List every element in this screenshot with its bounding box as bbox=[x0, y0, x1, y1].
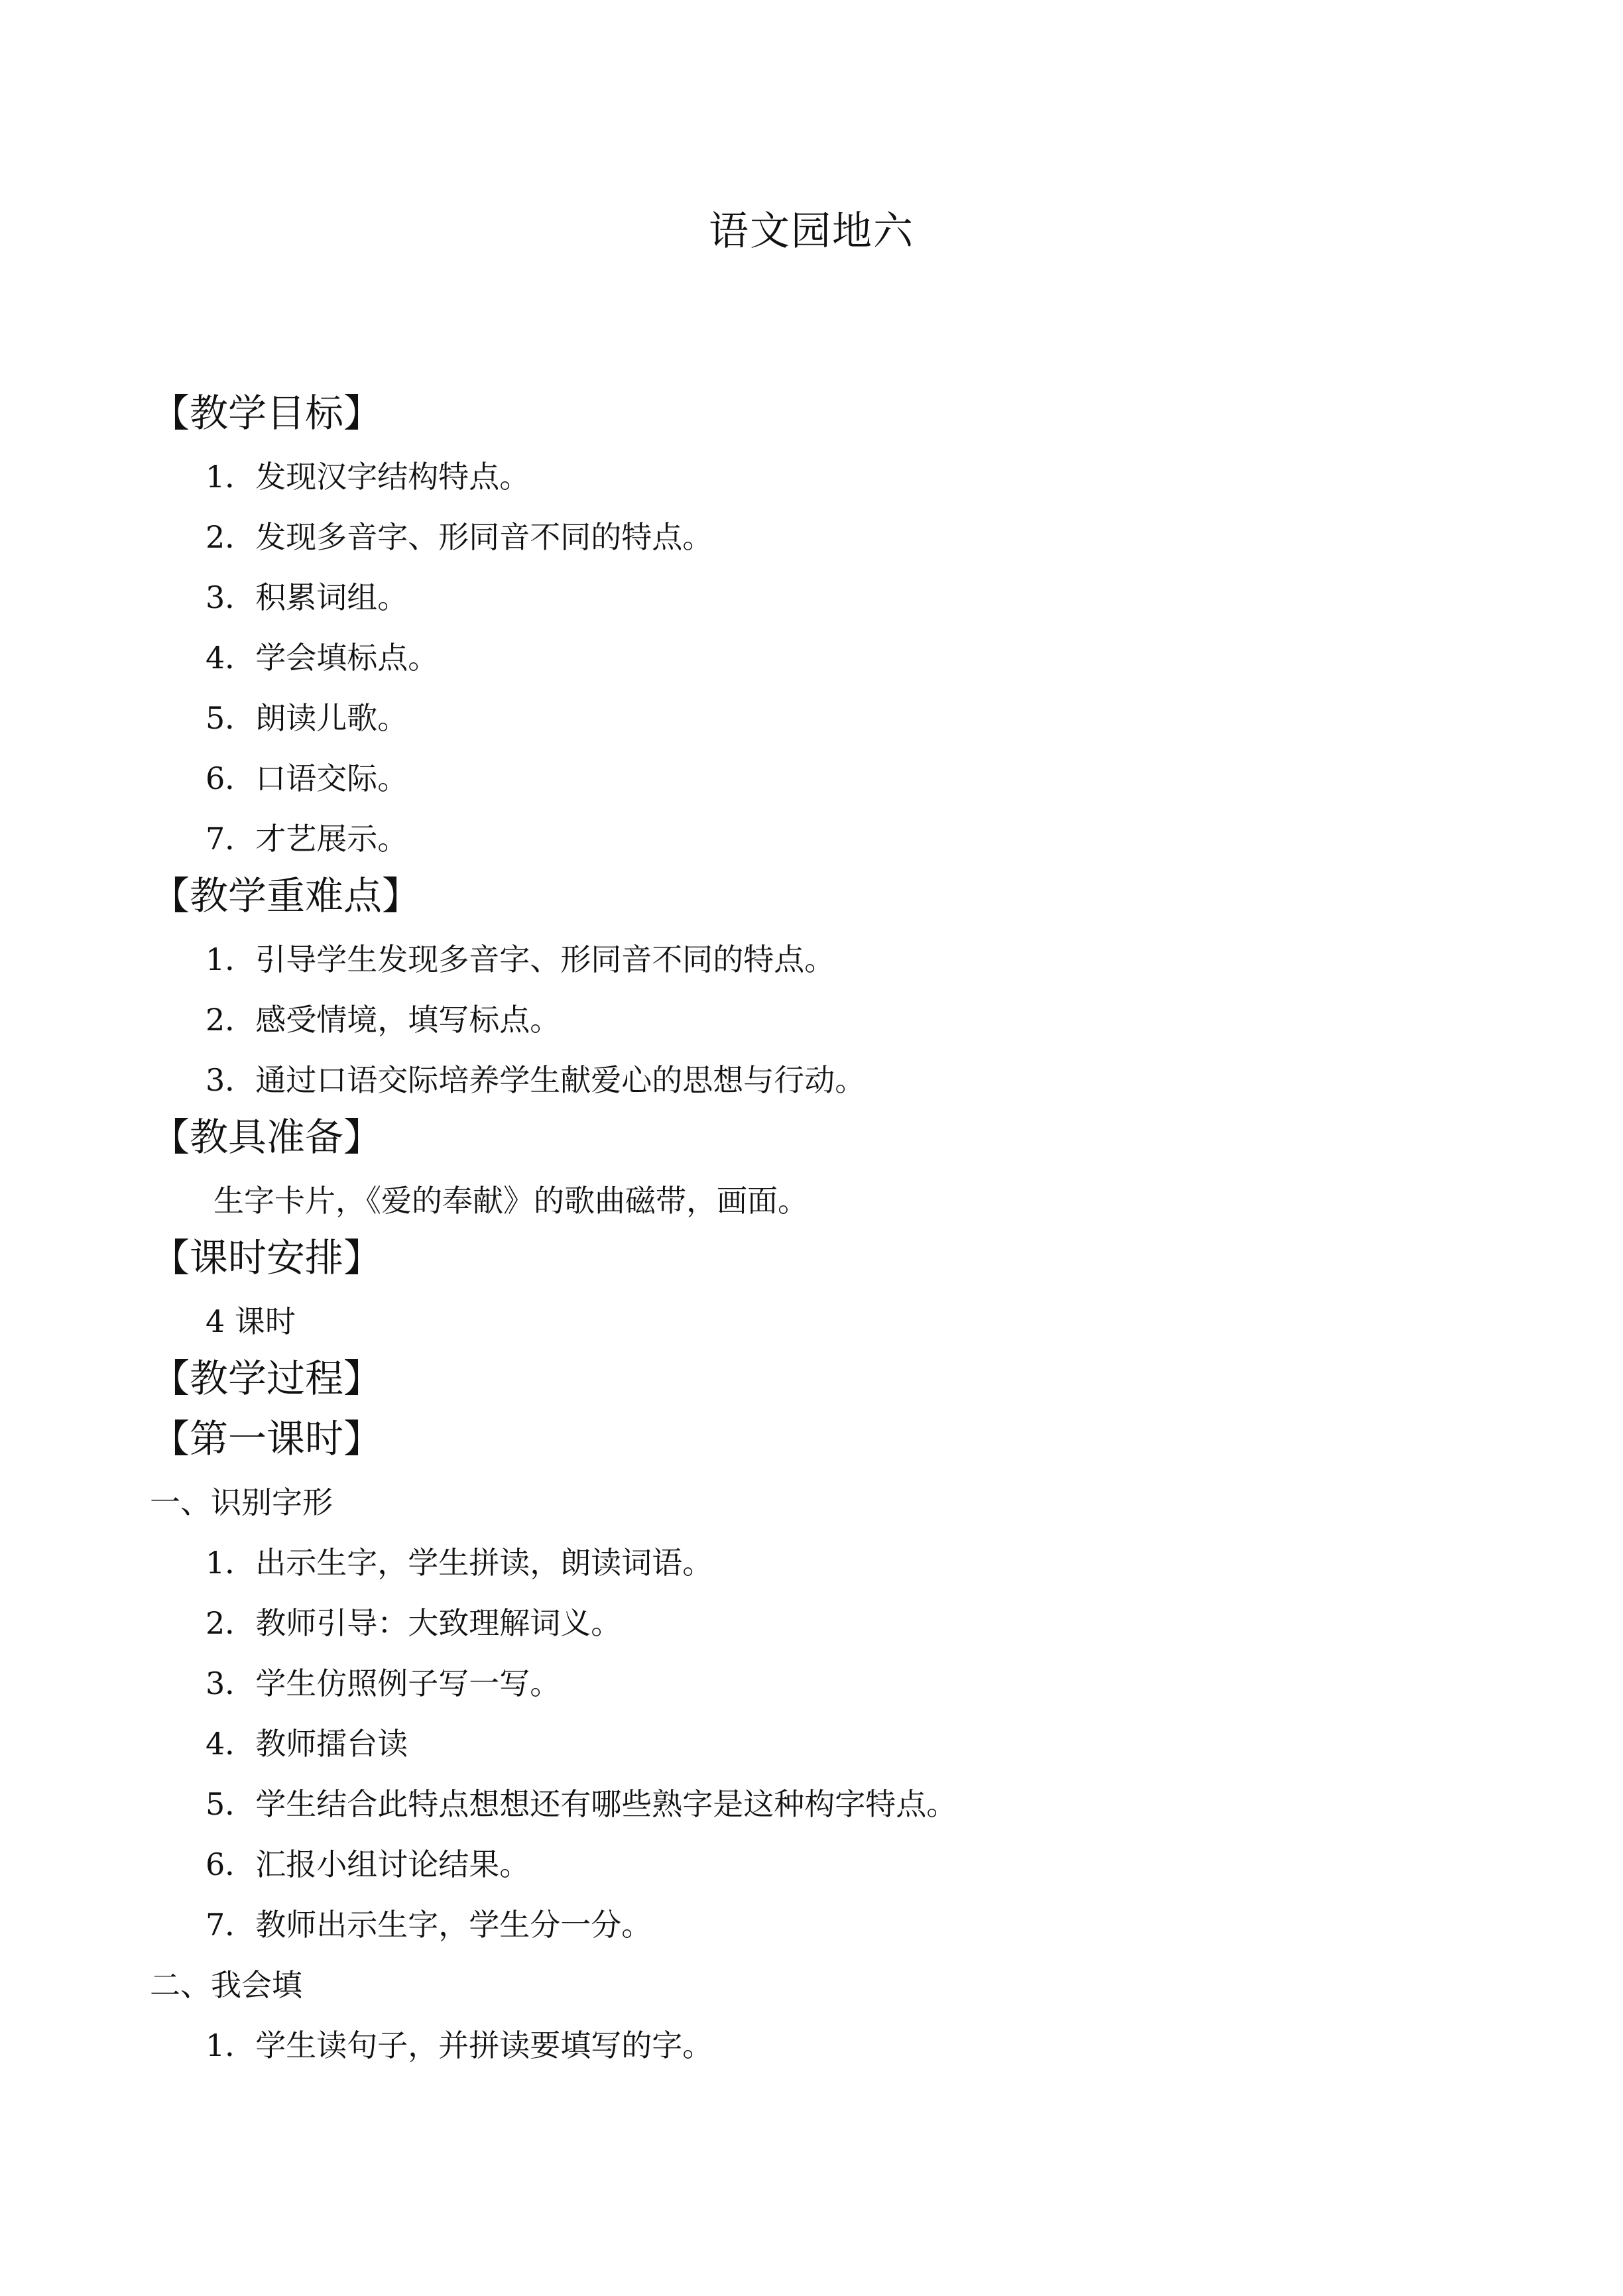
item-number: 7． bbox=[206, 1907, 256, 1943]
item-text: 发现汉字结构特点。 bbox=[255, 459, 530, 495]
item-text: 才艺展示。 bbox=[255, 821, 408, 857]
materials-text: 生字卡片，《爱的奉献》的歌曲磁带，画面。 bbox=[213, 1183, 808, 1219]
item-number: 2． bbox=[206, 519, 256, 555]
key-points-heading: 【教学重难点】 bbox=[151, 873, 421, 918]
item-text: 感受情境，填写标点。 bbox=[255, 1002, 561, 1038]
objectives-heading: 【教学目标】 bbox=[151, 391, 383, 436]
item-text: 学生读句子，并拼读要填写的字。 bbox=[255, 2027, 713, 2063]
item-number: 2． bbox=[206, 1002, 256, 1038]
item-text: 出示生字，学生拼读，朗读词语。 bbox=[255, 1545, 713, 1581]
item-number: 1． bbox=[206, 1545, 256, 1581]
process-item-fill-1 bbox=[206, 2022, 713, 2069]
item-text: 教师引导：大致理解词义。 bbox=[255, 1605, 622, 1641]
schedule-heading: 【课时安排】 bbox=[151, 1235, 383, 1280]
item-number: 3． bbox=[206, 579, 256, 615]
process-item-7 bbox=[206, 1902, 652, 1948]
objective-item-6 bbox=[206, 755, 408, 802]
item-text: 朗读儿歌。 bbox=[255, 700, 408, 736]
item-text: 通过口语交际培养学生献爱心的思想与行动。 bbox=[255, 1062, 866, 1098]
page-title: 语文园地六 bbox=[709, 208, 914, 255]
item-text: 积累词组。 bbox=[255, 579, 408, 615]
objective-item-4 bbox=[206, 634, 438, 681]
item-number: 7． bbox=[206, 821, 256, 857]
materials-heading: 【教具准备】 bbox=[151, 1115, 383, 1160]
item-text: 教师擂台读 bbox=[255, 1726, 408, 1762]
objective-item-5 bbox=[206, 695, 408, 741]
process-item-3 bbox=[206, 1660, 560, 1707]
item-text: 学生仿照例子写一写。 bbox=[255, 1665, 561, 1701]
item-number: 4． bbox=[206, 1726, 256, 1762]
process-item-2 bbox=[206, 1600, 621, 1646]
item-number: 1． bbox=[206, 459, 256, 495]
key-point-item-2 bbox=[206, 997, 560, 1043]
item-number: 4． bbox=[206, 640, 256, 676]
objective-item-1 bbox=[206, 453, 530, 500]
item-number: 1． bbox=[206, 2027, 256, 2063]
item-number: 1． bbox=[206, 941, 256, 977]
item-text: 引导学生发现多音字、形同音不同的特点。 bbox=[255, 941, 835, 977]
key-point-item-3 bbox=[206, 1057, 865, 1103]
item-text: 教师出示生字，学生分一分。 bbox=[255, 1907, 652, 1943]
process-item-1 bbox=[206, 1540, 713, 1586]
item-number: 3． bbox=[206, 1062, 256, 1098]
process-item-5 bbox=[206, 1781, 957, 1827]
process-item-6 bbox=[206, 1841, 530, 1888]
objective-item-3 bbox=[206, 574, 408, 621]
objective-item-2 bbox=[206, 514, 713, 560]
schedule-text: 4 课时 bbox=[206, 1303, 296, 1339]
objective-item-7 bbox=[206, 816, 408, 862]
item-number: 3． bbox=[206, 1665, 256, 1701]
section-title-2: 二、我会填 bbox=[150, 1967, 302, 2003]
item-text: 发现多音字、形同音不同的特点。 bbox=[255, 519, 713, 555]
item-number: 5． bbox=[206, 700, 256, 736]
process-item-4 bbox=[206, 1721, 408, 1767]
lesson-one-heading: 【第一课时】 bbox=[151, 1416, 383, 1461]
item-number: 5． bbox=[206, 1786, 256, 1822]
section-title-1: 一、识别字形 bbox=[150, 1484, 333, 1520]
item-number: 6． bbox=[206, 1846, 256, 1882]
process-heading: 【教学过程】 bbox=[151, 1356, 383, 1401]
item-text: 汇报小组讨论结果。 bbox=[255, 1846, 530, 1882]
item-number: 2． bbox=[206, 1605, 256, 1641]
item-number: 6． bbox=[206, 760, 256, 796]
item-text: 学生结合此特点想想还有哪些熟字是这种构字特点。 bbox=[255, 1786, 957, 1822]
item-text: 口语交际。 bbox=[255, 760, 408, 796]
key-point-item-1 bbox=[206, 936, 835, 983]
item-text: 学会填标点。 bbox=[255, 640, 439, 676]
